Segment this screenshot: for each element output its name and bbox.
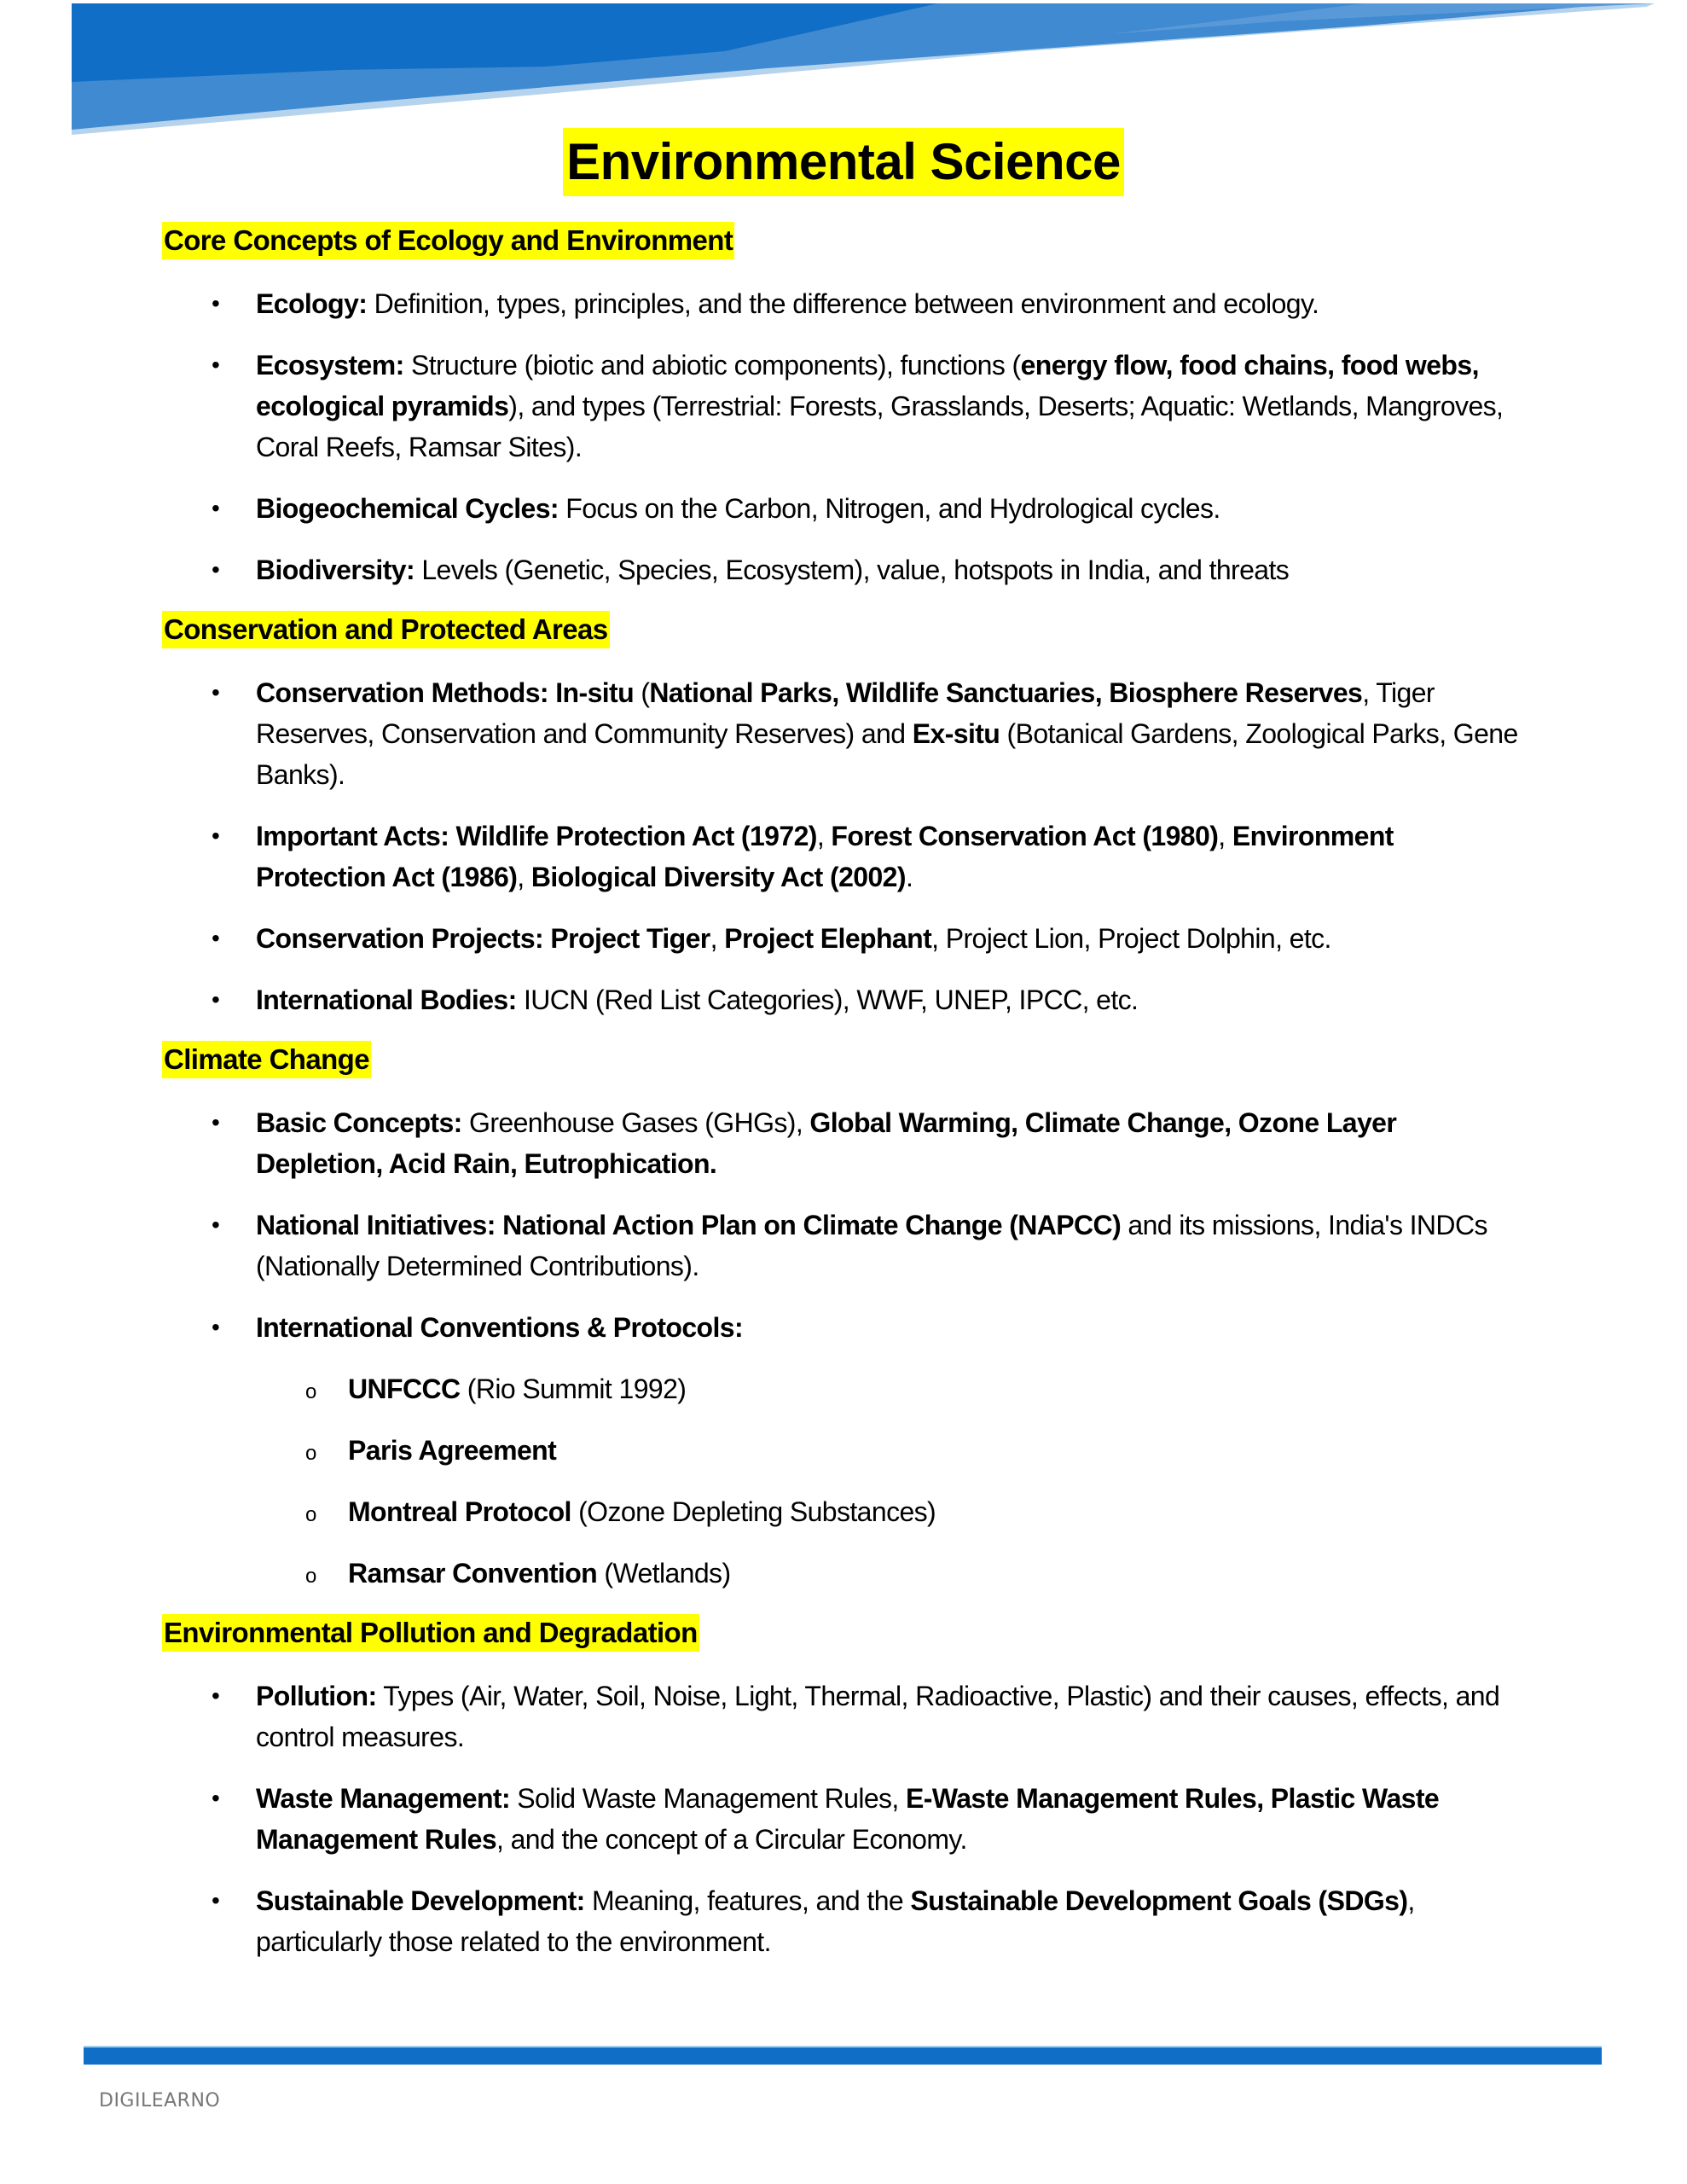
bullet-icon: • (212, 556, 220, 583)
bold-text: Biodiversity: (256, 555, 415, 585)
text: (Ozone Depleting Substances) (571, 1496, 936, 1527)
bold-text: Conservation Projects: Project Tiger (256, 923, 710, 954)
bullet-icon: • (212, 1211, 220, 1238)
bold-text: Pollution: (256, 1681, 377, 1711)
list-item (162, 1205, 1527, 1287)
text: Levels (Genetic, Species, Ecosystem), value, hotspots in India, and threats (415, 555, 1290, 585)
text: Definition, types, principles, and the difference between environment and ecology. (367, 288, 1319, 319)
bold-text: National Parks, Wildlife Sanctuaries, Biosphere Reserves (649, 677, 1363, 708)
bold-text: National Initiatives: National Action Plan on Climate Change (NAPCC) (256, 1210, 1122, 1240)
bold-text: UNFCCC (348, 1374, 461, 1404)
list-item (162, 1307, 1527, 1594)
bullet-icon: • (212, 679, 220, 706)
bold-text: Ecology: (256, 288, 368, 319)
text: , (816, 821, 832, 851)
bullet-icon: • (212, 986, 220, 1013)
text: , Project Lion, Project Dolphin, etc. (931, 923, 1331, 954)
bold-text: Conservation Methods: In-situ (256, 677, 635, 708)
bullet-icon: • (212, 1682, 220, 1709)
list-item (162, 979, 1527, 1020)
bold-text: Environment Protection Act (1986) (256, 821, 1394, 892)
bold-text: Biological Diversity Act (2002) (530, 862, 906, 892)
bold-text: Sustainable Development Goals (SDGs) (910, 1885, 1408, 1916)
sub-list-item (162, 1491, 1527, 1532)
bold-text: Biogeochemical Cycles: (256, 493, 559, 524)
text: (Wetlands) (597, 1558, 731, 1589)
sub-list-item (162, 1553, 1527, 1594)
text: , and the concept of a Circular Economy. (496, 1824, 967, 1855)
list-item (162, 1778, 1527, 1860)
text: , (1218, 821, 1232, 851)
bold-text: Forest Conservation Act (1980) (831, 821, 1219, 851)
text: Solid Waste Management Rules, (510, 1783, 907, 1814)
circle-bullet-icon: o (305, 1565, 316, 1588)
list-item (162, 1676, 1527, 1757)
text: , Tiger Reserves, Conservation and Community Reserves) and (256, 677, 1435, 749)
circle-bullet-icon: o (305, 1442, 316, 1465)
text: Focus on the Carbon, Nitrogen, and Hydrological cycles. (558, 493, 1220, 524)
bold-text: International Bodies: (256, 985, 517, 1015)
bullet-icon: • (212, 1785, 220, 1811)
section (162, 222, 1527, 590)
bullet-icon: • (212, 1314, 220, 1340)
bold-text: Sustainable Development: (256, 1885, 585, 1916)
bullet-icon: • (212, 1887, 220, 1914)
list-item (162, 283, 1527, 324)
text: , particularly those related to the environment. (256, 1885, 1415, 1957)
list-item (162, 488, 1527, 529)
bold-text: Paris Agreement (348, 1435, 557, 1466)
bold-text: energy flow, food chains, food webs, ecological pyramids (256, 350, 1479, 421)
bold-text: Waste Management: (256, 1783, 511, 1814)
title-container (0, 128, 1687, 196)
text: ), and types (Terrestrial: Forests, Grasslands, Deserts; Aquatic: Wetlands, Mangroves, Coral Reefs, Ramsar Sites). (256, 391, 1504, 462)
bold-text: Basic Concepts: (256, 1107, 462, 1138)
header-banner (0, 0, 1687, 145)
text: ( (634, 677, 650, 708)
text: (Botanical Gardens, Zoological Parks, Gene Banks). (256, 718, 1518, 790)
bullet-icon: • (212, 495, 220, 521)
footer-brand: DIGILEARNO (99, 2090, 221, 2111)
bullet-icon: • (212, 290, 220, 317)
footer-bar (84, 2046, 1602, 2065)
bold-text: Ecosystem: (256, 350, 404, 380)
text: Types (Air, Water, Soil, Noise, Light, Thermal, Radioactive, Plastic) and their causes, effects, and control measures. (256, 1681, 1500, 1752)
bold-text: International Conventions & Protocols: (256, 1312, 744, 1343)
bold-text: Montreal Protocol (348, 1496, 571, 1527)
list-item (162, 672, 1527, 795)
section (162, 1614, 1527, 1962)
section-heading: Core Concepts of Ecology and Environment (162, 222, 734, 259)
list-item (162, 918, 1527, 959)
bold-text: Ramsar Convention (348, 1558, 598, 1589)
text: and its missions, India's INDCs (Nationally Determined Contributions). (256, 1210, 1487, 1281)
list-item (162, 1102, 1527, 1184)
section-heading: Environmental Pollution and Degradation (162, 1614, 699, 1652)
text: . (905, 862, 913, 892)
bullet-list (162, 1676, 1527, 1962)
bullet-icon: • (212, 351, 220, 378)
bullet-list (162, 1102, 1527, 1594)
list-item (162, 345, 1527, 468)
bold-text: Ex-situ (912, 718, 1000, 749)
section-heading: Conservation and Protected Areas (162, 611, 610, 648)
section (162, 1041, 1527, 1594)
bold-text: E-Waste Management Rules, Plastic Waste Management Rules (256, 1783, 1440, 1855)
bold-text: Important Acts: Wildlife Protection Act (1972) (256, 821, 817, 851)
text: Structure (biotic and abiotic components), functions ( (403, 350, 1021, 380)
bold-text: Project Elephant (724, 923, 932, 954)
text: , (517, 862, 531, 892)
page-title: Environmental Science (563, 128, 1124, 196)
bullet-icon: • (212, 925, 220, 951)
circle-bullet-icon: o (305, 1380, 316, 1403)
text: (Rio Summit 1992) (460, 1374, 687, 1404)
text: IUCN (Red List Categories), WWF, UNEP, IPCC, etc. (516, 985, 1139, 1015)
bullet-list (162, 672, 1527, 1020)
text: Meaning, features, and the (584, 1885, 911, 1916)
bullet-list (162, 283, 1527, 590)
section-heading: Climate Change (162, 1041, 371, 1078)
bullet-icon: • (212, 822, 220, 849)
circle-bullet-icon: o (305, 1503, 316, 1526)
section (162, 611, 1527, 1020)
list-item (162, 549, 1527, 590)
sub-bullet-list (256, 1368, 1527, 1594)
text: , (710, 923, 725, 954)
bold-text: Global Warming, Climate Change, Ozone Layer Depletion, Acid Rain, Eutrophication. (256, 1107, 1397, 1179)
text: Greenhouse Gases (GHGs), (461, 1107, 810, 1138)
list-item (162, 1880, 1527, 1962)
bullet-icon: • (212, 1109, 220, 1136)
list-item (162, 816, 1527, 897)
document-body (162, 222, 1527, 1983)
sub-list-item (162, 1430, 1527, 1471)
sub-list-item (162, 1368, 1527, 1409)
